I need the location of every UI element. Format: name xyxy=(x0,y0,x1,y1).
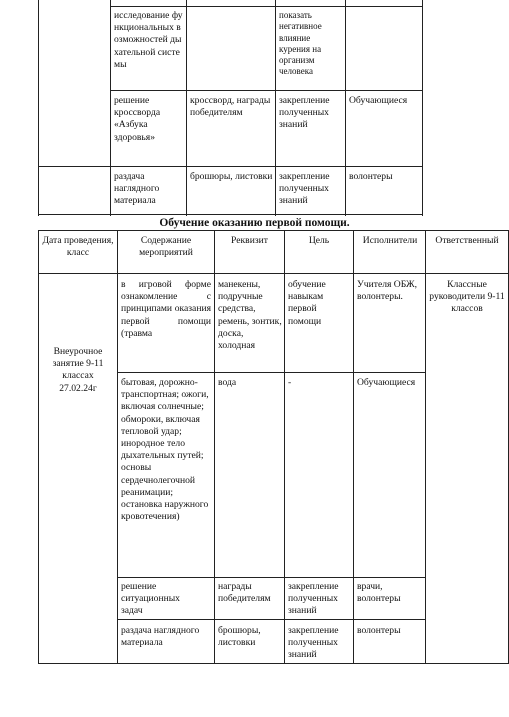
date-cell: Внеурочное занятие 9-11 классах 27.02.24г xyxy=(52,346,104,394)
top-row2-executors: Обучающиеся xyxy=(349,95,408,106)
header-content: Содержание мероприятий xyxy=(139,235,193,259)
table-border xyxy=(214,230,215,664)
top-table-border xyxy=(38,0,39,216)
top-row3-requisite: брошюры, листовки xyxy=(190,171,273,182)
row2-goal: - xyxy=(288,377,292,388)
table-border xyxy=(117,372,426,373)
row3-requisite: награды победителям xyxy=(218,581,271,605)
top-table-border xyxy=(38,214,423,215)
table-border xyxy=(117,230,118,664)
top-table-border xyxy=(110,0,111,216)
top-row3-executors: волонтеры xyxy=(349,171,393,182)
header-requisite: Реквизит xyxy=(231,235,268,246)
row1-requisite: манекены, подручные средства, ремень, зонтик, доска, холодная xyxy=(218,279,282,352)
top-row3-content: раздача наглядного материала xyxy=(114,171,160,207)
row4-executors: волонтеры xyxy=(357,625,401,636)
header-responsible: Ответственный xyxy=(435,235,499,246)
table-border xyxy=(284,230,285,664)
row3-executors: врачи, волонтеры xyxy=(357,581,401,605)
top-row2-goal: закрепление полученных знаний xyxy=(279,95,330,131)
top-table-border xyxy=(110,90,423,91)
section-title: Обучение оказанию первой помощи. xyxy=(159,217,350,229)
top-row2-content: решение кроссворда «Азбука здоровья» xyxy=(114,95,161,143)
table-border xyxy=(38,230,39,664)
table-border xyxy=(353,230,354,664)
table-border xyxy=(38,230,509,231)
table-border xyxy=(117,619,426,620)
top-row1-content: исследование функциональных возможностей дыхательной системы xyxy=(114,10,183,70)
header-goal: Цель xyxy=(308,235,330,246)
table-border xyxy=(38,663,509,664)
responsible-cell: Классные руководители 9-11 классов xyxy=(429,279,505,315)
top-row2-requisite: кроссворд, награды победителям xyxy=(190,95,271,119)
row1-content: в игровой форме ознакомление с принципами оказания первой помощи (травма xyxy=(121,279,211,339)
table-border xyxy=(425,230,426,664)
top-table-border xyxy=(110,6,423,7)
row3-content: решение ситуационных задач xyxy=(121,581,180,617)
row4-requisite: брошюры, листовки xyxy=(218,625,261,649)
top-row1-goal: показать негативное влияние курения на организм человека xyxy=(279,10,322,77)
row2-executors: Обучающиеся xyxy=(357,377,416,388)
row4-goal: закрепление полученных знаний xyxy=(288,625,339,661)
top-table-border xyxy=(275,0,276,216)
table-border xyxy=(38,273,509,274)
row3-goal: закрепление полученных знаний xyxy=(288,581,339,617)
row4-content: раздача наглядного материала xyxy=(121,625,200,649)
row1-goal: обучение навыкам первой помощи xyxy=(288,279,326,327)
row2-content: бытовая, дорожно-транспортная; ожоги, включая солнечные; обмороки, включая тепловой удар; инородное тело дыхательных путей; основы сердечнолегочной реанимации; остановка наружного кровотечения) xyxy=(121,377,209,523)
top-table-border xyxy=(186,0,187,216)
top-table-border xyxy=(345,0,346,216)
top-table-border xyxy=(38,166,423,167)
top-table-border xyxy=(422,0,423,216)
top-row3-goal: закрепление полученных знаний xyxy=(279,171,330,207)
row2-requisite: вода xyxy=(218,377,237,388)
table-border xyxy=(117,577,426,578)
header-date: Дата проведения, класс xyxy=(42,235,114,259)
row1-executors: Учителя ОБЖ, волонтеры. xyxy=(357,279,417,303)
header-executors: Исполнители xyxy=(362,235,418,246)
